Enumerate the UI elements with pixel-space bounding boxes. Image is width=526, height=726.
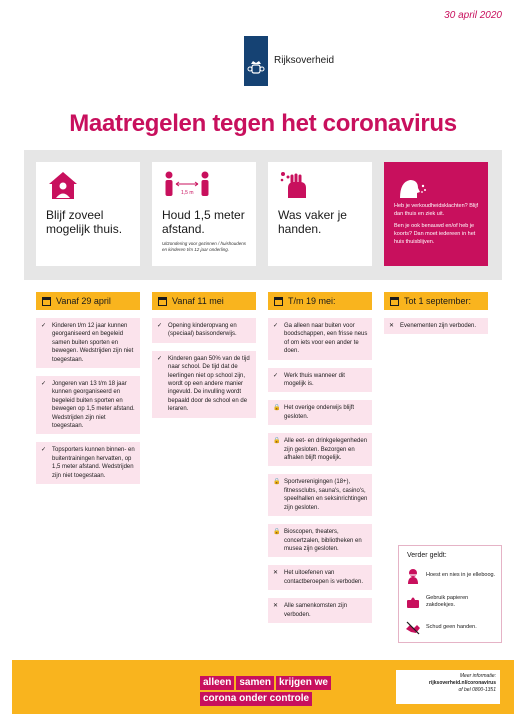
symptoms-paragraph-1: Heb je verkoudheidsklachten? Blijf dan thuis en ziek uit. [394,203,479,217]
check-icon: ✓ [273,372,279,379]
wash-hands-icon [278,170,312,200]
list-item [268,368,372,393]
list-item [268,565,372,590]
symptoms-text [394,202,482,246]
slogan-word: alleen [200,676,234,690]
column-header [384,292,488,310]
list-item-text: Topsporters kunnen binnen- en buitentrainingen hervatten, op 1,5 meter afstand. Wedstrijden zijn niet toegestaan. [52,447,135,479]
list-item [36,442,140,484]
check-icon: ✓ [157,355,163,362]
column-header [152,292,256,310]
list-item-text: Kinderen gaan 50% van de tijd naar school. De tijd dat de leerlingen niet op school zijn, wordt op een andere manier ingevuld. De invulling wordt bepaald door de school en de leraren. [168,355,250,413]
distance-icon [162,170,212,200]
list-item-text: Jongeren van 13 t/m 18 jaar kunnen georganiseerd en begeleid buiten sporten en bewegen op 1,5 meter afstand. Wedstrijden zijn niet toegestaan. [52,381,135,430]
verder-item-text: Hoest en nies in je elleboog. [426,572,496,579]
list-item-text: Alle samenkomsten zijn verboden. [284,603,348,618]
cross-icon: ✕ [273,603,279,610]
verder-geldt-title: Verder geldt: [407,552,447,559]
list-item [268,474,372,516]
list-item-text: Ga alleen naar buiten voor boodschappen, een frisse neus of om iets voor een ander te doen. [284,323,368,355]
cross-icon: ✕ [389,323,395,329]
info-label: Meer informatie: [459,673,496,679]
publication-date: 30 april 2020 [444,10,502,21]
column-header [36,292,140,310]
list-item-text: Het uitoefenen van contactberoepen is verboden. [284,570,364,585]
no-handshake-icon [405,620,421,636]
column-heading: Tot 1 september: [404,296,472,306]
lock-icon: 🔒 [273,438,281,445]
slogan-word: krijgen we [276,676,331,690]
list-item [152,351,256,418]
lock-icon: 🔒 [273,529,281,536]
calendar-icon [158,297,167,306]
list-item-text: Bioscopen, theaters, concertzalen, bibliotheken en musea zijn gesloten. [284,529,362,552]
list-item [268,318,372,360]
card-subtext: Uitzondering voor gezinnen / huishoudens en kinderen t/m 12 jaar onderling. [162,241,247,252]
card-text: Houd 1,5 meter afstand. [162,208,245,236]
lock-icon: 🔒 [273,479,281,486]
calendar-icon [274,297,283,306]
info-url[interactable]: rijksoverheid.nl/coronavirus [429,680,496,686]
list-item-text: Opening kinderopvang en (speciaal) basisonderwijs. [168,323,237,338]
column-heading: T/m 19 mei: [288,296,336,306]
card-text: Blijf zoveel mogelijk thuis. [46,208,123,236]
check-icon: ✓ [157,323,163,329]
list-item-text: Evenementen zijn verboden. [400,323,477,329]
column-vanaf-11-mei [152,292,256,418]
info-phone: of bel 0800-1351 [458,687,496,693]
list-item [384,318,488,334]
column-vanaf-29-april [36,292,140,484]
list-item-text: Het overige onderwijs blijft gesloten. [284,405,355,420]
cough-elbow-icon [405,568,421,584]
tissue-icon [405,594,421,610]
column-header [268,292,372,310]
rijksoverheid-logo [244,36,394,92]
logo-text: Rijksoverheid [274,55,335,66]
card-stay-home [36,162,140,266]
main-measures-band [24,150,502,280]
home-icon [46,170,80,200]
crest-icon [247,58,265,76]
verder-item [405,568,497,584]
list-item [268,400,372,425]
list-item [152,318,256,343]
card-keep-distance [152,162,256,266]
footer-banner [12,660,514,714]
column-tot-1-september [384,292,488,334]
list-item-text: Alle eet- en drinkgelegenheden zijn gesloten. Bezorgen en afhalen blijft mogelijk. [284,438,368,462]
check-icon: ✓ [41,447,47,454]
list-item-text: Werk thuis wanneer dit mogelijk is. [284,372,345,388]
verder-item [405,620,497,636]
page-title: Maatregelen tegen het coronavirus [69,110,457,137]
verder-geldt-box [398,545,502,643]
sneeze-icon [394,170,428,200]
slogan-word: corona onder controle [200,692,312,706]
list-item-text: Kinderen t/m 12 jaar kunnen georganiseerd en begeleid samen buiten sporten en bewegen. Wedstrijden zijn niet toegestaan. [52,323,134,363]
column-tm-19-mei [268,292,372,623]
list-item [36,376,140,434]
symptoms-paragraph-2: Ben je ook benauwd en/of heb je koorts? Dan moet iedereen in het huis thuisblijven. [394,223,476,245]
verder-item-text: Schud geen handen. [426,624,477,631]
calendar-icon [390,297,399,306]
verder-item-text: Gebruik papieren zakdoekjes. [426,594,469,608]
card-wash-hands [268,162,372,266]
slogan-word: samen [236,676,274,690]
slogan [200,676,331,708]
list-item [268,433,372,466]
list-item [268,598,372,623]
check-icon: ✓ [273,323,279,329]
calendar-icon [42,297,51,306]
distance-label: 1,5 m [181,190,194,196]
list-item-text: Sportverenigingen (18+), fitnessclubs, sauna's, casino's, speelhallen en seksinrichtingen zijn gesloten. [284,479,368,511]
check-icon: ✓ [41,381,47,388]
column-heading: Vanaf 29 april [56,296,111,306]
list-item [36,318,140,368]
cross-icon: ✕ [273,570,279,577]
lock-icon: 🔒 [273,405,281,412]
card-symptoms [384,162,488,266]
card-text: Was vaker je handen. [278,208,347,236]
check-icon: ✓ [41,323,47,329]
list-item [268,524,372,557]
more-info-box [396,670,500,704]
column-heading: Vanaf 11 mei [172,296,224,306]
verder-item [405,594,497,610]
